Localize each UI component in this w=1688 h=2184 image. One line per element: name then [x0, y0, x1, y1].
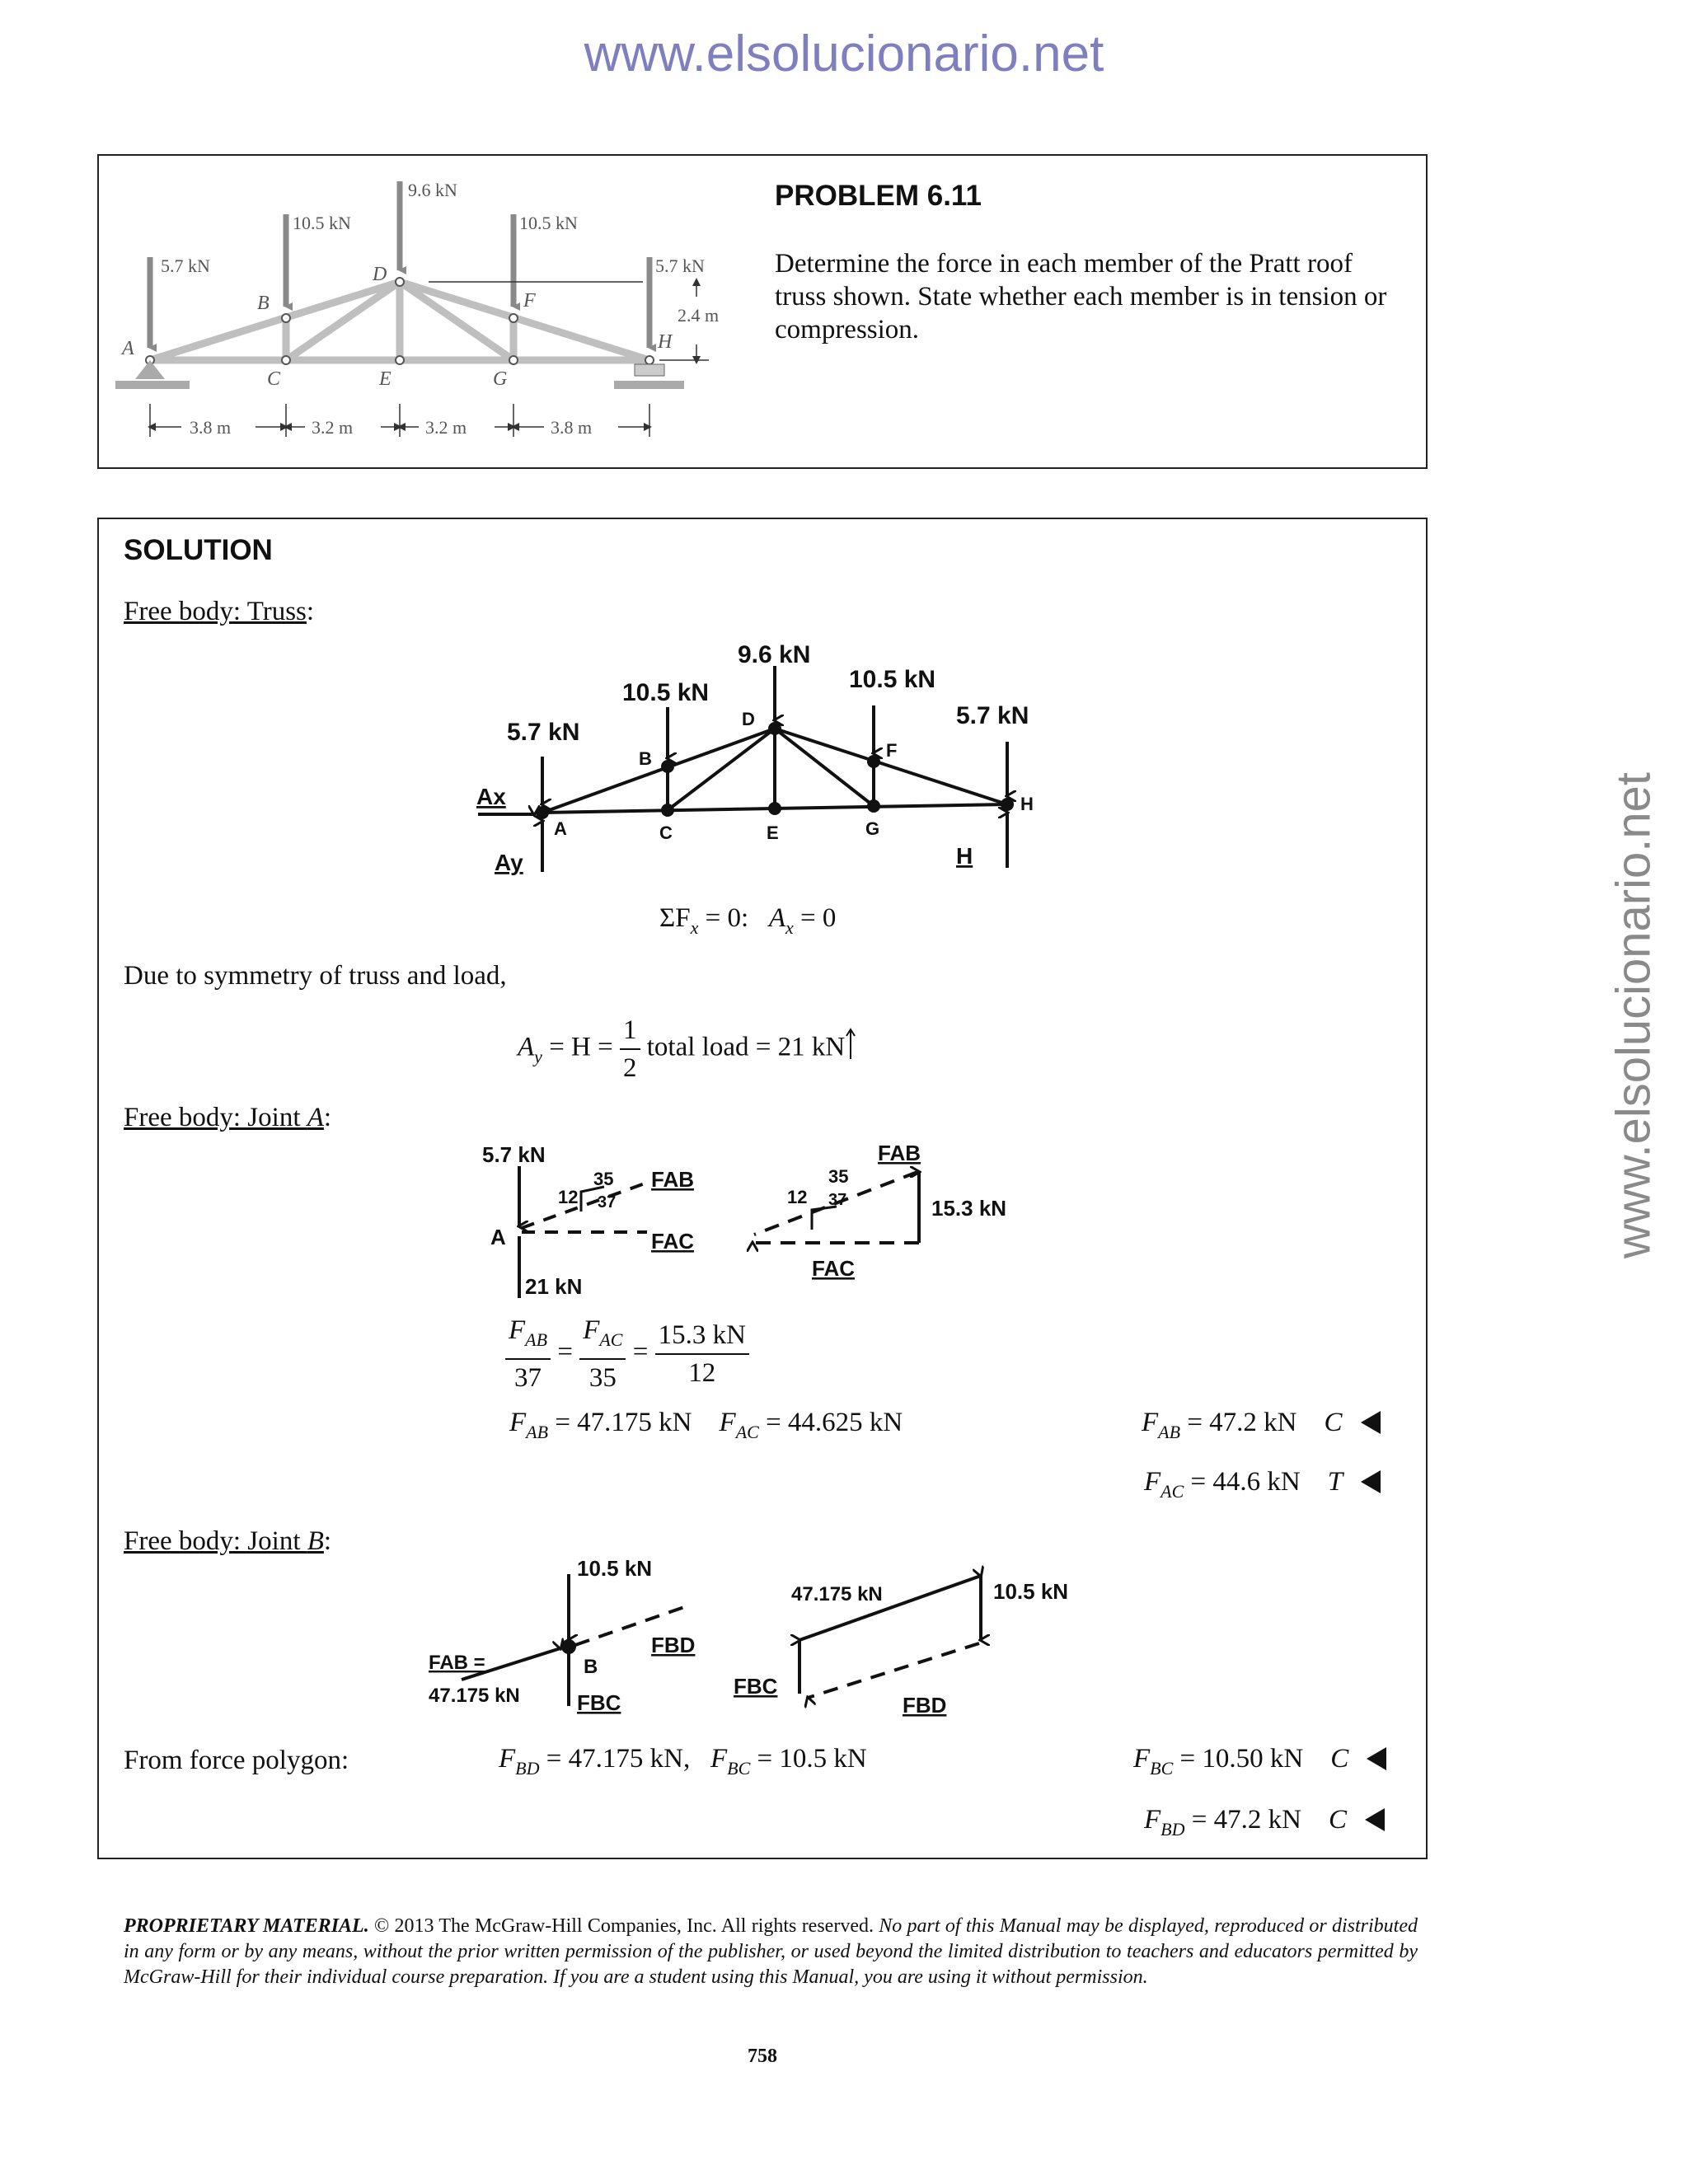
poly-a-fac: FAC	[812, 1256, 855, 1281]
sketch-joint-b: B	[639, 748, 652, 769]
problem-statement: Determine the force in each member of the Pratt roof truss shown. State whether each member is in tension or compression.	[775, 249, 1387, 344]
joint-a-35: 35	[593, 1169, 614, 1189]
sketch-load-4: 10.5 kN	[849, 666, 936, 693]
joint-b-load: 10.5 kN	[577, 1558, 653, 1581]
joint-a-fab: FAB	[651, 1167, 694, 1192]
answer-marker-icon	[1367, 1747, 1386, 1770]
sketch-joint-c: C	[659, 823, 673, 843]
poly-a-force: 15.3 kN	[931, 1196, 1007, 1221]
sketch-h: H	[956, 843, 973, 869]
fig-load-1: 5.7 kN	[161, 255, 210, 276]
eq-poly-b: $F_{BD} = 47.175$ kN, $F_{BC} = 10.5$ kN	[499, 1744, 867, 1779]
sketch-load-1: 5.7 kN	[507, 719, 580, 746]
joint-a-label: A	[490, 1225, 506, 1249]
sketch-joint-a: A	[554, 818, 567, 839]
fig-joint-f: F	[523, 290, 536, 312]
fig-load-3: 9.6 kN	[408, 180, 457, 200]
roller-support	[614, 364, 684, 389]
answer-fab: $F_{AB} = 47.2$ kN C	[1142, 1408, 1381, 1443]
problem-title: PROBLEM 6.11	[775, 180, 982, 212]
symmetry-text: Due to symmetry of truss and load,	[124, 961, 507, 991]
eq-fab-fac: $F_{AB} = 47.175$ kN $F_{AC} = 44.625$ kN	[509, 1408, 903, 1442]
joint-a-12: 12	[558, 1187, 579, 1207]
sketch-load-3: 9.6 kN	[738, 641, 811, 668]
fig-span-3: 3.2 m	[425, 417, 467, 438]
fig-span-1: 3.8 m	[190, 417, 232, 438]
poly-a-37: 37	[828, 1191, 847, 1209]
joint-b-fab-val: 47.175 kN	[429, 1685, 520, 1707]
eq-ay: $A_y = H$ = $\frac{1}{2}$ total load = 21 kN	[518, 1012, 856, 1086]
sketch-ax: Ax	[476, 784, 506, 809]
answer-fbd: $F_{BD} = 47.2$ kN C	[1144, 1805, 1385, 1840]
fig-joint-h: H	[658, 331, 673, 353]
polygon-label: From force polygon:	[124, 1746, 349, 1775]
answer-marker-icon	[1361, 1411, 1381, 1434]
joint-b-fbd: FBD	[651, 1633, 696, 1657]
sketch-joint-d: D	[742, 709, 755, 729]
truss-figure	[115, 165, 742, 457]
support-ground-a	[115, 381, 190, 389]
fig-load-4: 10.5 kN	[519, 213, 578, 233]
fig-joint-g: G	[493, 368, 508, 390]
fig-load-2: 10.5 kN	[293, 213, 351, 233]
poly-b-fbd: FBD	[903, 1693, 947, 1718]
truss-sketch	[470, 641, 1063, 888]
poly-a-fab: FAB	[878, 1141, 921, 1165]
joint-a-reaction: 21 kN	[525, 1274, 583, 1299]
sketch-joint-h: H	[1020, 794, 1034, 814]
fig-load-5: 5.7 kN	[655, 255, 705, 276]
joint-a-fac: FAC	[651, 1229, 694, 1254]
sketch-joint-g: G	[865, 818, 880, 839]
eq-sum-fx: $\Sigma F_x = 0$: $A_x = 0$	[659, 903, 837, 938]
joint-b-label: B	[584, 1656, 598, 1678]
sketch-members	[542, 729, 1007, 813]
fb-joint-a-label: Free body: Joint A:	[124, 1103, 332, 1132]
fig-joint-a: A	[122, 338, 134, 359]
fig-span-2: 3.2 m	[312, 417, 354, 438]
fig-joint-e: E	[379, 368, 392, 390]
eq-ay-fraction: $\frac{1}{2}$	[620, 1012, 640, 1086]
poly-a-12: 12	[787, 1187, 808, 1207]
page-number: 758	[748, 2046, 777, 2067]
sketch-joint-f: F	[886, 740, 898, 761]
sketch-load-5: 5.7 kN	[956, 702, 1029, 729]
answer-fac: $F_{AC} = 44.6$ kN T	[1144, 1467, 1381, 1502]
solution-heading: SOLUTION	[124, 534, 273, 566]
answer-marker-icon	[1365, 1808, 1385, 1831]
joint-b-sketch	[429, 1558, 1104, 1731]
sketch-ay: Ay	[495, 850, 523, 875]
sketch-load-2: 10.5 kN	[622, 679, 710, 706]
fb-joint-b-label: Free body: Joint B:	[124, 1526, 332, 1556]
answer-marker-icon	[1361, 1470, 1381, 1493]
poly-a-35: 35	[828, 1166, 849, 1187]
fig-joint-d: D	[373, 264, 387, 285]
fb-truss-label: Free body: Truss:	[124, 597, 315, 626]
poly-b-fbc: FBC	[734, 1674, 778, 1699]
joint-b-fab-label: FAB =	[429, 1652, 485, 1674]
fig-joint-b: B	[257, 293, 270, 314]
up-arrow-icon	[845, 1028, 856, 1061]
poly-b-top: 47.175 kN	[791, 1583, 883, 1605]
truss-members	[150, 282, 649, 360]
watermark-top: www.elsolucionario.net	[584, 26, 1104, 82]
joint-a-sketch	[482, 1137, 1051, 1302]
answer-fbc: $F_{BC} = 10.50$ kN C	[1133, 1744, 1386, 1779]
copyright-footer: PROPRIETARY MATERIAL. © 2013 The McGraw-Hill Companies, Inc. All rights reserved. No part of this Manual may be displayed, reproduced or distributed in any form or by any means, without the prior written permission of the publisher, or used beyond the limited distribution to teachers and educators permitted by McGraw-Hill for their individual course preparation. If you are a student using this Manual, you are using it without permission.	[124, 1915, 1418, 1988]
joint-a-37: 37	[598, 1193, 617, 1212]
joint-b-fbc: FBC	[577, 1690, 621, 1715]
poly-b-right: 10.5 kN	[993, 1579, 1069, 1604]
joint-a-load: 5.7 kN	[482, 1142, 546, 1167]
fig-joint-c: C	[267, 368, 281, 390]
sketch-arrows	[478, 666, 1007, 872]
sketch-joint-e: E	[767, 823, 779, 843]
fig-span-4: 3.8 m	[551, 417, 593, 438]
eq-ratio: $\frac{F_{AB}}{37}$ = $\frac{F_{AC}}{35}$ = $\frac{15.3 kN}{12}$	[505, 1312, 749, 1396]
fig-height: 2.4 m	[678, 305, 720, 326]
